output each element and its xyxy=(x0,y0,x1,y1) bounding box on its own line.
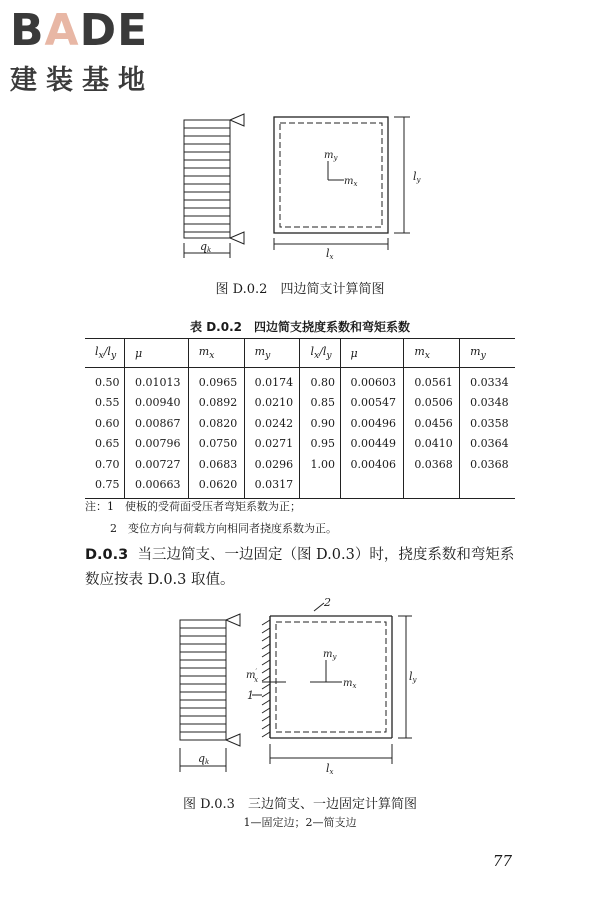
slab-plan-2 xyxy=(252,603,412,764)
table-cell: 0.0348 xyxy=(460,393,515,414)
fixed-edge-tick xyxy=(262,676,270,681)
table-cell: 0.0358 xyxy=(460,413,515,434)
table-cell: 0.00796 xyxy=(125,434,189,455)
table-cell: 0.00940 xyxy=(125,393,189,414)
figure-d03-diagram xyxy=(0,598,600,788)
header-lx-ly: $l_x/l_y$ xyxy=(85,339,125,368)
table-header-row xyxy=(85,339,515,368)
header-my-2: $m_y$ xyxy=(460,339,515,368)
table-cell xyxy=(404,475,460,499)
table-row xyxy=(85,393,515,414)
span-ly-label-2: ly xyxy=(409,670,417,684)
fixed-edge-tick xyxy=(262,668,270,673)
clause-d03 xyxy=(85,543,520,593)
table-cell: 0.0242 xyxy=(244,413,300,434)
callout-2: 2 xyxy=(324,598,331,609)
table-cell: 1.00 xyxy=(300,454,340,475)
load-diagram-2 xyxy=(180,614,240,772)
load-diagram-1 xyxy=(184,114,244,258)
callout-1: 1 xyxy=(247,689,254,702)
table-cell: 0.0174 xyxy=(244,368,300,393)
table-cell: 0.0410 xyxy=(404,434,460,455)
span-ly-label: ly xyxy=(413,170,421,184)
logo-letter-de: DE xyxy=(79,5,149,56)
table-cell: 0.95 xyxy=(300,434,340,455)
note-2: 2 变位方向与荷载方向相同者挠度系数为正。 xyxy=(110,522,337,535)
fixed-edge-tick xyxy=(262,660,270,665)
table-cell: 0.0368 xyxy=(460,454,515,475)
fixed-edge-tick xyxy=(262,636,270,641)
table-cell: 0.80 xyxy=(300,368,340,393)
table-cell: 0.00867 xyxy=(125,413,189,434)
moment-my-label: $m_y$ xyxy=(324,150,338,162)
note-1: 注：1 使板的受荷面受压者弯矩系数为正； xyxy=(85,500,301,513)
bade-logo xyxy=(10,5,154,97)
fixed-edge-tick xyxy=(262,692,270,697)
figure-d03-subcaption: 1—固定边；2—简支边 xyxy=(243,816,357,829)
table-cell: 0.00663 xyxy=(125,475,189,499)
table-cell: 0.0317 xyxy=(244,475,300,499)
clause-number: D.0.3 xyxy=(85,547,129,563)
header-mx-2: $m_x$ xyxy=(404,339,460,368)
table-cell: 0.0271 xyxy=(244,434,300,455)
header-my: $m_y$ xyxy=(244,339,300,368)
table-cell: 0.00547 xyxy=(340,393,404,414)
table-row xyxy=(85,454,515,475)
fixed-edge-tick xyxy=(262,708,270,713)
span-lx-label: lx xyxy=(326,247,334,261)
header-mx: $m_x$ xyxy=(188,339,244,368)
table-cell xyxy=(460,475,515,499)
slab-plan-1 xyxy=(274,117,410,250)
moment-mx-prime-label: m′ x xyxy=(246,668,259,684)
fixed-edge-hatch xyxy=(262,620,270,737)
table-row xyxy=(85,413,515,434)
table-body xyxy=(85,368,515,499)
table-row xyxy=(85,475,515,499)
table-cell: 0.00496 xyxy=(340,413,404,434)
table-cell: 0.0683 xyxy=(188,454,244,475)
moment-mx-label-2: $m_x$ xyxy=(343,678,357,690)
table-cell: 0.60 xyxy=(95,416,120,430)
fixed-edge-tick xyxy=(262,644,270,649)
table-cell: 0.65 xyxy=(95,437,120,451)
table-row xyxy=(85,434,515,455)
table-title: 表 D.0.2 四边简支挠度系数和弯矩系数 xyxy=(190,320,410,334)
moment-mx-label: $m_x$ xyxy=(344,176,358,188)
table-cell: 0.0210 xyxy=(244,393,300,414)
header-lx-ly-2: $l_x/l_y$ xyxy=(300,339,340,368)
moment-my-label-2: $m_y$ xyxy=(323,649,337,661)
table-cell: 0.55 xyxy=(95,396,120,410)
table-cell: 0.90 xyxy=(300,413,340,434)
table-cell: 0.0296 xyxy=(244,454,300,475)
fixed-edge-tick xyxy=(262,732,270,737)
table-cell: 0.0368 xyxy=(404,454,460,475)
table-cell xyxy=(340,475,404,499)
table-cell: 0.0892 xyxy=(188,393,244,414)
table-cell: 0.0364 xyxy=(460,434,515,455)
table-row xyxy=(85,368,515,393)
table-cell: 0.0506 xyxy=(404,393,460,414)
coefficient-table xyxy=(85,338,515,499)
table-cell: 0.0965 xyxy=(188,368,244,393)
table-cell: 0.01013 xyxy=(125,368,189,393)
table-cell xyxy=(300,475,340,499)
logo-letter-a: A xyxy=(44,5,80,56)
table-cell: 0.85 xyxy=(300,393,340,414)
fixed-edge-tick xyxy=(262,684,270,689)
fixed-edge-tick xyxy=(262,652,270,657)
table-cell: 0.00603 xyxy=(340,368,404,393)
logo-wordmark xyxy=(10,5,154,56)
page-number: 77 xyxy=(492,852,512,870)
table-cell: 0.70 xyxy=(95,457,120,471)
span-lx-label-2: lx xyxy=(326,762,334,776)
load-label-q-2: qk xyxy=(198,752,210,766)
fixed-edge-tick xyxy=(262,620,270,625)
load-label-q: qk xyxy=(200,240,212,254)
table-cell: 0.75 xyxy=(85,475,125,499)
table-cell: 0.0561 xyxy=(404,368,460,393)
table-cell: 0.0750 xyxy=(188,434,244,455)
figure-d02-caption: 图 D.0.2 四边简支计算简图 xyxy=(215,282,385,297)
table-cell: 0.50 xyxy=(95,375,120,389)
table-cell: 0.00449 xyxy=(340,434,404,455)
clause-text: 当三边简支、一边固定（图 D.0.3）时，挠度系数和弯矩系数应按表 D.0.3 取值。 xyxy=(85,547,515,588)
table-cell: 0.0334 xyxy=(460,368,515,393)
table-cell: 0.00727 xyxy=(125,454,189,475)
fixed-edge-tick xyxy=(262,716,270,721)
table-cell: 0.0820 xyxy=(188,413,244,434)
table-cell: 0.0620 xyxy=(188,475,244,499)
table-cell: 0.0456 xyxy=(404,413,460,434)
fixed-edge-tick xyxy=(262,700,270,705)
header-mu-2: μ xyxy=(340,339,404,368)
fixed-edge-tick xyxy=(262,628,270,633)
logo-subtitle: 建装基地 xyxy=(10,65,154,96)
logo-letter-b: B xyxy=(10,5,45,56)
header-mu: μ xyxy=(125,339,189,368)
fixed-edge-tick xyxy=(262,724,270,729)
table-cell: 0.00406 xyxy=(340,454,404,475)
figure-d03-caption: 图 D.0.3 三边简支、一边固定计算简图 xyxy=(183,797,417,812)
